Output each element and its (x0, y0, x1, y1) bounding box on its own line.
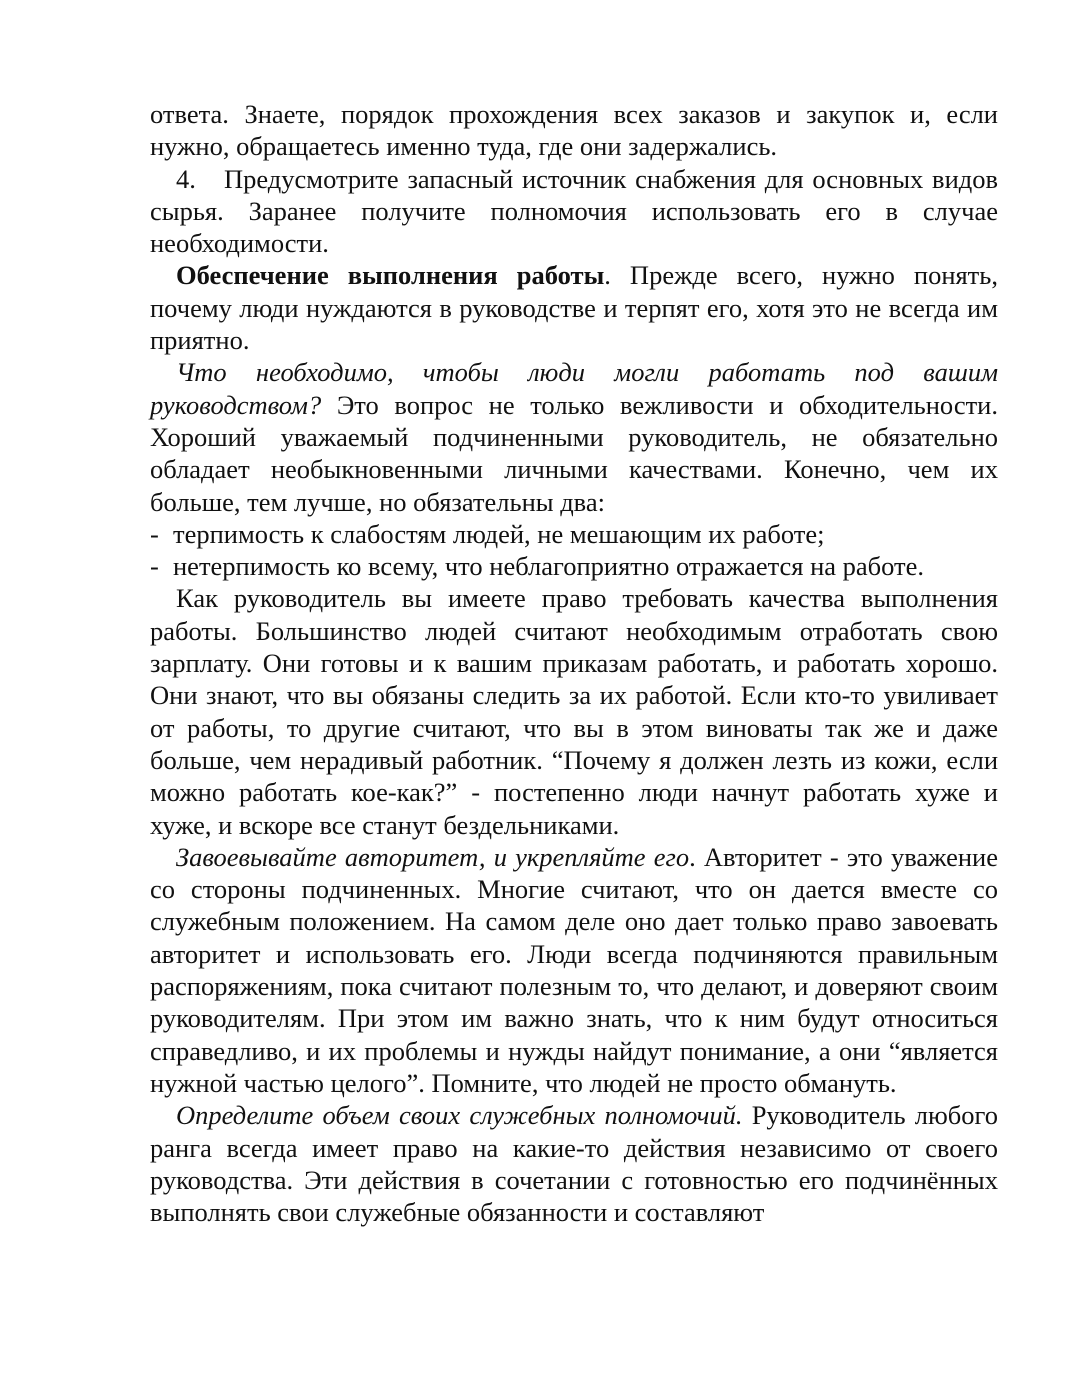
paragraph-leadership (150, 356, 998, 517)
italic-heading: Определите объем своих служебных полномочий. (176, 1100, 743, 1131)
paragraph-continuation (150, 98, 998, 163)
paragraph-authority (150, 841, 998, 1099)
item-number: 4. (176, 163, 196, 194)
paragraph-powers (150, 1099, 998, 1228)
list-marker: - (150, 551, 159, 582)
italic-heading: Что необходимо, чтобы люди могли работать под вашим руководством? (150, 357, 998, 420)
paragraph-text: Это вопрос не только вежливости и обходительности. Хороший уважаемый подчиненными руководитель, не обязательно обладает необыкновенными личными качествами. Конечно, чем их больше, тем лучше, но обязательны два: (150, 389, 998, 517)
list-marker: - (150, 518, 159, 549)
paragraph-text: Руководитель любого ранга всегда имеет право на какие-то действия независимо от своего руководства. Эти действия в сочетании с готовностью его подчинённых выполнять свои служебные обязанности и составляют (150, 1100, 998, 1228)
list-item (150, 550, 998, 582)
paragraph-text: Предусмотрите запасный источник снабжения для основных видов сырья. Заранее получите полномочия использовать его в случае необходимости. (150, 163, 998, 259)
list-item-text: терпимость к слабостям людей, не мешающим их работе; (173, 518, 825, 549)
list-item (150, 518, 998, 550)
paragraph-quality-demands (150, 582, 998, 840)
paragraph-text: Как руководитель вы имеете право требовать качества выполнения работы. Большинство людей считают необходимым отработать свою зарплату. Они готовы и к вашим приказам работать, и работать хорошо. Они знают, что вы обязаны следить за их работой. Если кто-то увиливает от работы, то другие считают, что вы в этом виноваты так же и даже больше, чем нерадивый работник. “Почему я должен лезть из кожи, если можно работать кое-как?” - постепенно люди начнут работать хуже и хуже, и вскоре все станут бездельниками. (150, 583, 998, 840)
bold-heading: Обеспечение выполнения работы (176, 260, 605, 291)
paragraph-work-performance (150, 259, 998, 356)
numbered-paragraph (150, 163, 998, 260)
document-page (150, 98, 998, 1228)
list-item-text: нетерпимость ко всему, что неблагоприятно отражается на работе. (173, 551, 925, 582)
paragraph-text: . Прежде всего, нужно понять, почему люди нуждаются в руководстве и терпят его, хотя это не всегда им приятно. (150, 260, 998, 356)
paragraph-text: . Авторитет - это уважение со стороны подчиненных. Многие считают, что он дается вместе со служебным положением. На самом деле оно дает только право завоевать авторитет и использовать его. Люди всегда подчиняются правильным распоряжениям, пока считают полезным то, что делают, и доверяют своим руководителям. При этом им важно знать, что к ним будут относиться справедливо, и их проблемы и нужды найдут понимание, а они “является нужной частью целого”. Помните, что людей не просто обмануть. (150, 841, 998, 1098)
paragraph-text: ответа. Знаете, порядок прохождения всех заказов и закупок и, если нужно, обращаетесь именно туда, где они задержались. (150, 99, 998, 162)
italic-heading: Завоевывайте авторитет, и укрепляйте его (176, 841, 690, 872)
